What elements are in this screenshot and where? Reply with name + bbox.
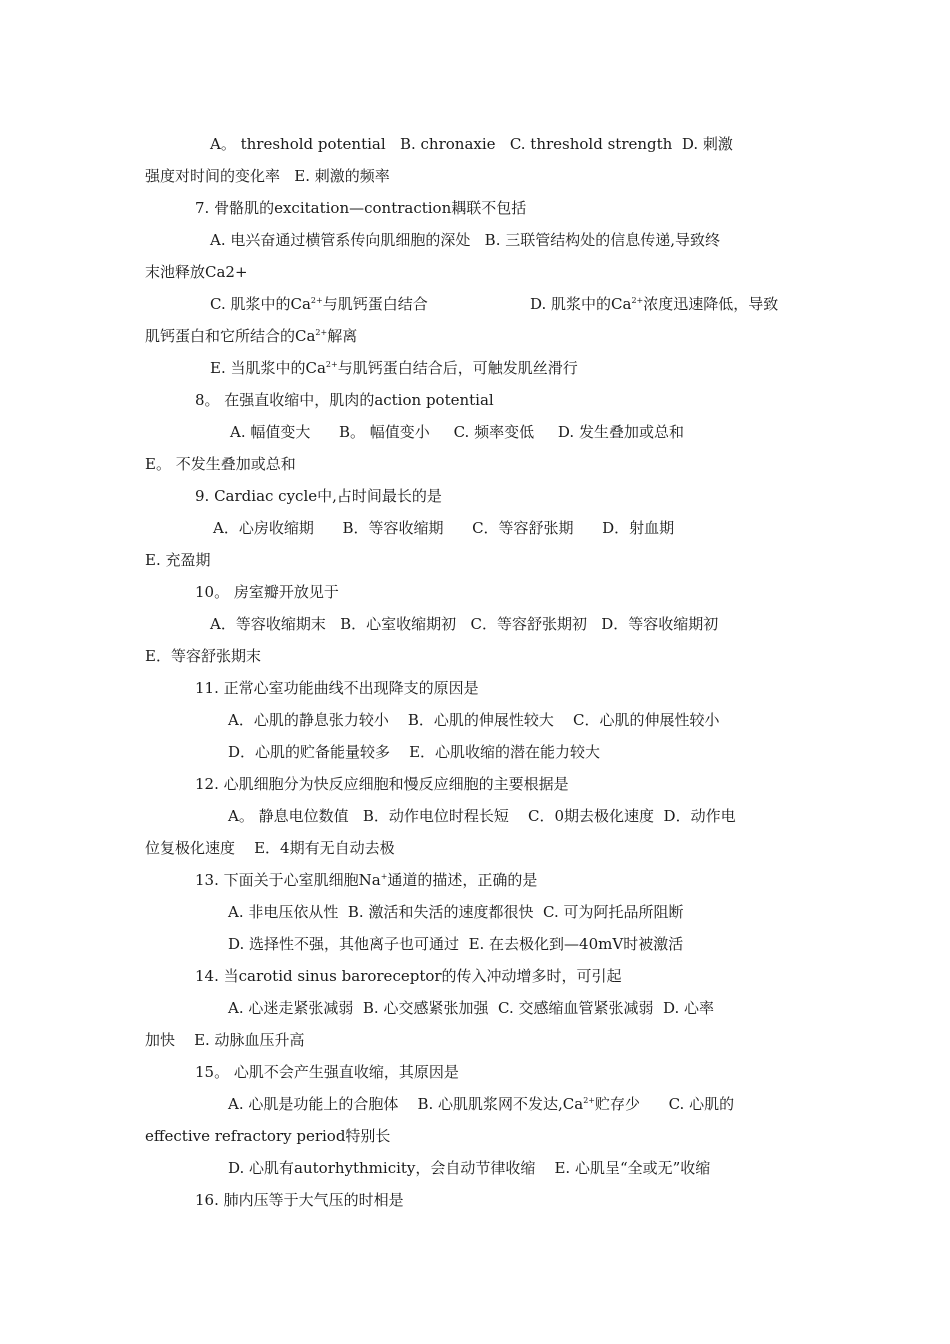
q14-options-line-1: A. 心迷走紧张减弱 B. 心交感紧张加强 C. 交感缩血管紧张减弱 D. 心率 (228, 999, 715, 1017)
q11-options-line-2: D．心肌的贮备能量较多 E．心肌收缩的潜在能力较大 (228, 743, 601, 761)
q6-options-line-2: 强度对时间的变化率 E. 刺激的频率 (145, 167, 390, 185)
q7-option-c: C. 肌浆中的$Ca^{2+}$与肌钙蛋白结合 (210, 295, 428, 313)
q12-options-line-2: 位复极化速度 E．4期有无自动去极 (145, 839, 395, 857)
q8-options-line-1: A. 幅值变大 B。 幅值变小 C. 频率变低 D. 发生叠加或总和 (230, 423, 684, 441)
q9-options-line-1: A．心房收缩期 B．等容收缩期 C．等容舒张期 D．射血期 (213, 519, 675, 537)
q10-options-line-2: E．等容舒张期末 (145, 647, 261, 665)
q14-options-line-2: 加快 E. 动脉血压升高 (145, 1031, 305, 1049)
q7-option-d-continued: 肌钙蛋白和它所结合的$Ca^{2+}$解离 (145, 327, 358, 345)
q7-option-e: E. 当肌浆中的$Ca^{2+}$与肌钙蛋白结合后，可触发肌丝滑行 (210, 359, 578, 377)
q7-options-line-2: 末池释放Ca2+ (145, 263, 248, 281)
q8-options-line-2: E。 不发生叠加或总和 (145, 455, 296, 473)
question-16: 16. 肺内压等于大气压的时相是 (195, 1191, 404, 1209)
q13-options-line-1: A. 非电压依从性 B. 激活和失活的速度都很快 C. 可为阿托品所阻断 (228, 903, 684, 921)
q9-options-line-2: E. 充盈期 (145, 551, 211, 569)
q6-options-line-1: A。 threshold potential B. chronaxie C. threshold strength D. 刺激 (210, 135, 733, 153)
question-10: 10。 房室瓣开放见于 (195, 583, 339, 601)
q13-options-line-2: D. 选择性不强，其他离子也可通过 E. 在去极化到—40mV时被激活 (228, 935, 684, 953)
q10-options-line-1: A．等容收缩期末 B．心室收缩期初 C．等容舒张期初 D．等容收缩期初 (210, 615, 719, 633)
q15-options-line-1: A. 心肌是功能上的合胞体 B. 心肌肌浆网不发达$,Ca^{2+}$贮存少 C. 心肌的 (228, 1095, 735, 1113)
q11-options-line-1: A．心肌的静息张力较小 B．心肌的伸展性较大 C．心肌的伸展性较小 (228, 711, 720, 729)
question-12: 12. 心肌细胞分为快反应细胞和慢反应细胞的主要根据是 (195, 775, 569, 793)
question-15: 15。 心肌不会产生强直收缩，其原因是 (195, 1063, 459, 1081)
question-14: 14. 当carotid sinus baroreceptor的传入冲动增多时，可引起 (195, 967, 622, 985)
question-9: 9. Cardiac cycle中,占时间最长的是 (195, 487, 442, 505)
q15-options-line-2: effective refractory period特别长 (145, 1127, 391, 1145)
q7-option-d: D. 肌浆中的$Ca^{2+}$浓度迅速降低，导致 (530, 295, 779, 313)
question-7: 7. 骨骼肌的excitation—contraction耦联不包括 (195, 199, 527, 217)
q7-options-line-1: A. 电兴奋通过横管系传向肌细胞的深处 B. 三联管结构处的信息传递,导致终 (210, 231, 721, 249)
q15-options-line-3: D. 心肌有autorhythmicity，会自动节律收缩 E. 心肌呈“全或无”收缩 (228, 1159, 711, 1177)
question-11: 11. 正常心室功能曲线不出现降支的原因是 (195, 679, 479, 697)
question-8: 8。 在强直收缩中，肌肉的action potential (195, 391, 494, 409)
q12-options-line-1: A。 静息电位数值 B．动作电位时程长短 C．0期去极化速度 D．动作电 (228, 807, 736, 825)
question-13: 13. 下面关于心室肌细胞Na+通道的描述，正确的是 (195, 871, 538, 889)
